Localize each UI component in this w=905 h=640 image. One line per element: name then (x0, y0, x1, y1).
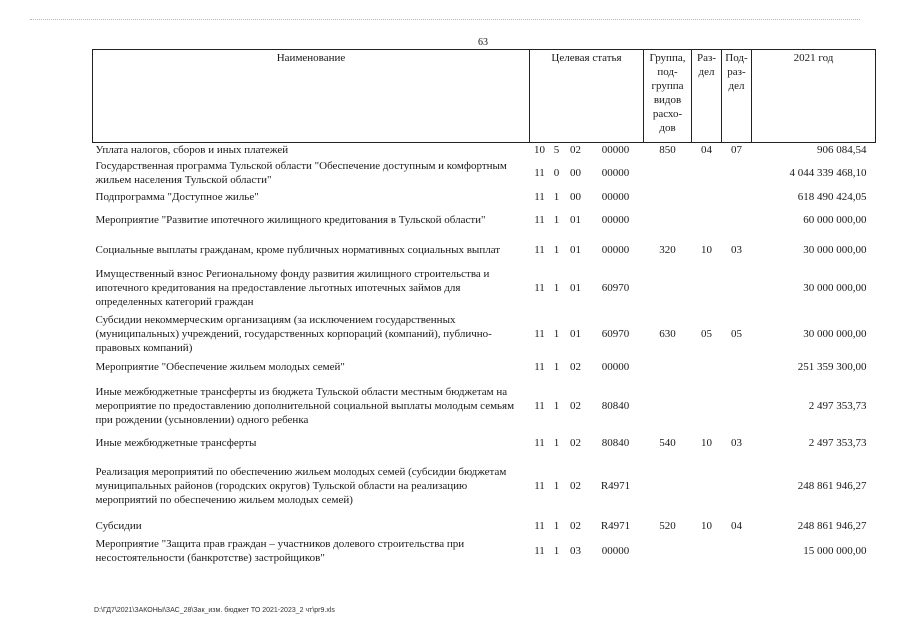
code-subprogram: 1 (553, 480, 560, 492)
section-code (692, 265, 722, 311)
code-direction: 00000 (601, 545, 630, 557)
expense-group: 850 (659, 144, 676, 156)
header-subsection: Под-раз-дел (722, 50, 752, 143)
code-direction: 00000 (601, 361, 630, 373)
section-code (692, 189, 722, 205)
code-subprogram: 1 (553, 328, 560, 340)
row-name: Социальные выплаты гражданам, кроме публичных нормативных социальных выплат (95, 244, 501, 256)
row-name: Субсидии (95, 520, 142, 532)
table-row (93, 143, 876, 158)
code-program: 11 (534, 214, 545, 226)
code-direction: 60970 (601, 328, 630, 340)
amount-2021: 30 000 000,00 (803, 282, 867, 294)
code-subprogram: 1 (553, 244, 560, 256)
table-row (93, 463, 876, 509)
row-name: Реализация мероприятий по обеспечению жильем молодых семей (субсидии бюджетам муниципальных районов (городских округов) Тульской области на реализацию мероприятий по обеспечению жильем молодых семей) (95, 466, 507, 506)
code-event: 01 (570, 214, 581, 226)
code-subprogram: 1 (553, 437, 560, 449)
code-program: 11 (534, 282, 545, 294)
subsection-code: 04 (731, 520, 742, 532)
code-program: 11 (534, 545, 545, 557)
code-subprogram: 5 (553, 144, 560, 156)
file-path-footer: D:\ГД7\2021\ЗАКОНЫ\ЗАС_28\Зак_изм. бюджет ТО 2021-2023_2 чт\pr9.xls (94, 607, 335, 614)
section-code: 10 (701, 520, 712, 532)
code-event: 00 (570, 167, 581, 179)
code-program: 11 (534, 520, 545, 532)
header-target-article: Целевая статья (530, 50, 644, 143)
expense-group (644, 383, 692, 429)
expense-group (644, 265, 692, 311)
expense-group: 630 (659, 328, 676, 340)
table-row (93, 429, 876, 457)
code-program: 11 (534, 437, 545, 449)
row-name: Иные межбюджетные трансферты из бюджета Тульской области местным бюджетам на мероприятие по предоставлению дополнительной социальной выплаты молодым семьям при рождении (усыновлении) одного ребенка (95, 386, 515, 426)
amount-2021: 248 861 946,27 (797, 480, 867, 492)
code-direction: R4971 (600, 520, 631, 532)
code-direction: 00000 (601, 144, 630, 156)
expense-group: 520 (659, 520, 676, 532)
header-year: 2021 год (752, 50, 876, 143)
code-event: 02 (570, 437, 581, 449)
amount-2021: 618 490 424,05 (797, 191, 867, 203)
amount-2021: 30 000 000,00 (803, 328, 867, 340)
subsection-code (722, 205, 752, 235)
expense-group (644, 463, 692, 509)
code-program: 11 (534, 244, 545, 256)
amount-2021: 251 359 300,00 (797, 361, 867, 373)
code-event: 01 (570, 282, 581, 294)
code-direction: 80840 (601, 400, 630, 412)
subsection-code: 03 (731, 244, 742, 256)
code-event: 03 (570, 545, 581, 557)
section-code: 10 (701, 244, 712, 256)
amount-2021: 2 497 353,73 (808, 400, 867, 412)
expense-group (644, 537, 692, 565)
code-subprogram: 1 (553, 214, 560, 226)
code-program: 11 (534, 167, 545, 179)
table-row (93, 235, 876, 265)
subsection-code (722, 383, 752, 429)
table-row (93, 189, 876, 205)
code-event: 01 (570, 244, 581, 256)
code-program: 11 (534, 480, 545, 492)
section-code: 04 (701, 144, 712, 156)
code-event: 00 (570, 191, 581, 203)
subsection-code: 03 (731, 437, 742, 449)
amount-2021: 4 044 339 468,10 (789, 167, 867, 179)
subsection-code (722, 357, 752, 377)
row-name: Мероприятие "Обеспечение жильем молодых семей" (95, 361, 345, 373)
section-code (692, 383, 722, 429)
expense-group (644, 205, 692, 235)
code-event: 02 (570, 520, 581, 532)
expense-group (644, 189, 692, 205)
subsection-code (722, 463, 752, 509)
section-code (692, 157, 722, 189)
code-subprogram: 1 (553, 520, 560, 532)
table-header-row (93, 50, 876, 143)
table-body (93, 143, 876, 566)
code-direction: R4971 (600, 480, 631, 492)
amount-2021: 2 497 353,73 (808, 437, 867, 449)
amount-2021: 15 000 000,00 (803, 545, 867, 557)
header-group: Группа, под-группа видов расхо-дов (644, 50, 692, 143)
code-direction: 00000 (601, 191, 630, 203)
section-code (692, 357, 722, 377)
table-row (93, 515, 876, 537)
code-direction: 00000 (601, 214, 630, 226)
table-row (93, 383, 876, 429)
code-event: 02 (570, 361, 581, 373)
subsection-code (722, 537, 752, 565)
row-name: Мероприятие "Развитие ипотечного жилищного кредитования в Тульской области" (95, 214, 486, 226)
subsection-code (722, 265, 752, 311)
row-name: Иные межбюджетные трансферты (95, 437, 257, 449)
code-event: 01 (570, 328, 581, 340)
expense-group (644, 357, 692, 377)
table-row (93, 157, 876, 189)
section-code (692, 537, 722, 565)
code-subprogram: 1 (553, 361, 560, 373)
code-program: 11 (534, 191, 545, 203)
table-row (93, 205, 876, 235)
table-row (93, 265, 876, 311)
table-row (93, 311, 876, 357)
code-program: 10 (534, 144, 545, 156)
code-program: 11 (534, 361, 545, 373)
code-program: 11 (534, 328, 545, 340)
table-row (93, 537, 876, 565)
subsection-code (722, 189, 752, 205)
code-direction: 00000 (601, 244, 630, 256)
amount-2021: 906 084,54 (817, 144, 867, 156)
page-number: 63 (478, 37, 488, 48)
section-code: 10 (701, 437, 712, 449)
code-direction: 80840 (601, 437, 630, 449)
row-name: Мероприятие "Защита прав граждан – участников долевого строительства при несостоятельности (банкротстве) застройщиков" (95, 538, 465, 564)
row-name: Имущественный взнос Региональному фонду развития жилищного строительства и ипотечного кредитования на предоставление льготных ипотечных займов для определенных категорий граждан (95, 268, 490, 308)
section-code: 05 (701, 328, 712, 340)
code-subprogram: 0 (553, 167, 560, 179)
code-event: 02 (570, 144, 581, 156)
expense-group: 320 (659, 244, 676, 256)
code-event: 02 (570, 400, 581, 412)
scan-edge-artifact (30, 19, 860, 22)
code-program: 11 (534, 400, 545, 412)
subsection-code (722, 157, 752, 189)
code-subprogram: 1 (553, 400, 560, 412)
amount-2021: 248 861 946,27 (797, 520, 867, 532)
code-direction: 60970 (601, 282, 630, 294)
expense-group: 540 (659, 437, 676, 449)
budget-table (92, 49, 876, 565)
amount-2021: 30 000 000,00 (803, 244, 867, 256)
row-name: Субсидии некоммерческим организациям (за исключением государственных (муниципальных) учреждений, государственных корпораций (компаний), публично-правовых компаний) (95, 314, 492, 354)
subsection-code: 05 (731, 328, 742, 340)
expense-group (644, 157, 692, 189)
code-subprogram: 1 (553, 282, 560, 294)
header-section: Раз-дел (692, 50, 722, 143)
table-row (93, 357, 876, 377)
header-name: Наименование (93, 50, 530, 143)
amount-2021: 60 000 000,00 (803, 214, 867, 226)
code-subprogram: 1 (553, 191, 560, 203)
code-subprogram: 1 (553, 545, 560, 557)
row-name: Подпрограмма "Доступное жилье" (95, 191, 259, 203)
row-name: Уплата налогов, сборов и иных платежей (95, 144, 289, 156)
section-code (692, 463, 722, 509)
subsection-code: 07 (731, 144, 742, 156)
code-event: 02 (570, 480, 581, 492)
section-code (692, 205, 722, 235)
row-name: Государственная программа Тульской области "Обеспечение доступным и комфортным жильем населения Тульской области" (95, 160, 507, 186)
code-direction: 00000 (601, 167, 630, 179)
